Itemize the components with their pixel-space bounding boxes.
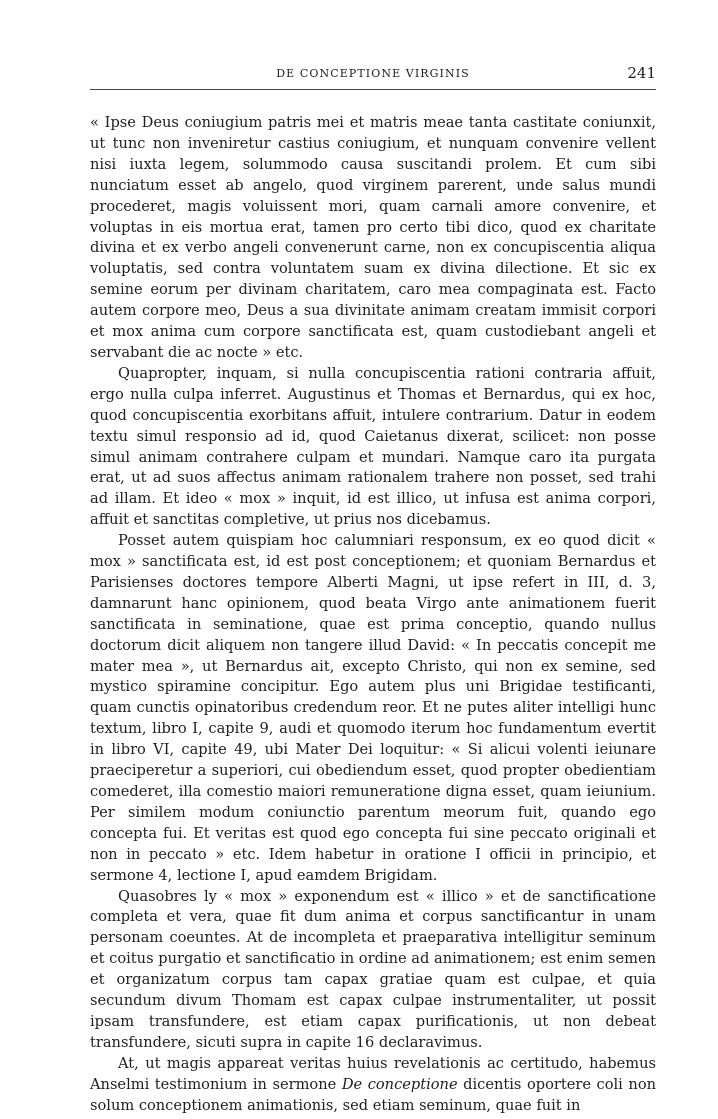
paragraph-4: Quasobres ly « mox » exponendum est « illico » et de sanctificatione completa et vera, quae fit dum anima et corpus sanctificantur in unam personam coeuntes. At de incompleta et praeparativa intelligitur seminum et coitus purgatio et sanctificatio in ordine ad animationem; est enim semen et organizatum corpus tam capax gratiae quam est culpae, et quia secundum divum Thomam est capax culpae instrumentaliter, ut possit ipsam transfundere, est etiam capax purificationis, ut non debeat transfundere, sicuti supra in capite 16 declaravimus. <box>90 887 656 1051</box>
header-rule <box>90 89 656 90</box>
paragraph-3: Posset autem quispiam hoc calumniari responsum, ex eo quod dicit « mox » sanctificata est, id est post conceptionem; et quoniam Bernardus et Parisienses doctores tempore Alberti Magni, ut ipse refert in III, d. 3, damnarunt hanc opinionem, quod beata Virgo ante animationem fuerit sanctificata in seminatione, quae est prima conceptio, quando nullus doctorum dicit aliquem non tangere illud David: « In peccatis concepit me mater mea », ut Bernardus ait, excepto Christo, qui non ex semine, sed mystico spiramine concipitur. Ego autem plus uni Brigidae testificanti, quam cunctis opinatoribus credendum reor. Et ne putes aliter intelligi hunc textum, libro I, capite 9, audi et quomodo iterum hoc fundamentum evertit in libro VI, capite 49, ubi Mater Dei loquitur: « Si alicui volenti ieiunare praeciperetur a superiori, cui obediendum esset, quod propter obedientiam comederet, illa comestio maiori remuneratione digna esset, quam ieiunium. Per similem modum coniunctio parentum meorum fuit, quando ego concepta fui. Et veritas est quod ego concepta fui sine peccato originali et non in peccato » etc. Idem habetur in oratione I officii in principio, et sermone 4, lectione I, apud eamdem Brigidam. <box>90 532 656 884</box>
work-title-italic: De conceptione <box>341 1075 458 1093</box>
paragraph-5-text-after: dicentis oportere coli non solum conceptionem animationis, sed etiam seminum, quae fuit in <box>90 1075 657 1114</box>
body-text <box>90 113 656 1117</box>
paragraph-1: « Ipse Deus coniugium patris mei et matris meae tanta castitate coniunxit, ut tunc non inveniretur castius coniugium, et nunquam convenire vellent nisi iuxta legem, solummodo causa suscitandi prolem. Et cum sibi nunciatum esset ab angelo, quod virginem parerent, unde salus mundi procederet, magis voluissent mori, quam carnali amore convenire, et voluptas in eis mortua erat, tamen pro certo tibi dico, quod ex charitate divina et ex verbo angeli convenerunt carne, non ex concupiscentia aliqua voluptatis, sed contra voluntatem suam ex divina dilectione. Et sic ex semine eorum per divinam charitatem, caro mea compaginata est. Facto autem corpore meo, Deus a sua divinitate animam creatam immisit corpori et mox anima cum corpore sanctificata est, quam custodiebant angeli et servabant die ac nocte » etc. <box>90 114 656 361</box>
running-title: DE CONCEPTIONE VIRGINIS <box>276 67 470 80</box>
running-head <box>90 64 656 86</box>
paragraph-2: Quapropter, inquam, si nulla concupiscentia rationi contraria affuit, ergo nulla culpa inferret. Augustinus et Thomas et Bernardus, qui ex hoc, quod concupiscentia exorbitans affuit, intulere contrarium. Datur in eodem textu simul responsio ad id, quod Caietanus dixerat, scilicet: non posse simul animam contrahere culpam et mundari. Namque caro ita purgata erat, ut ad suos affectus animam rationalem trahere non posset, sed trahi ad illam. Et ideo « mox » inquit, id est illico, ut infusa est anima corpori, affuit et sanctitas completive, ut prius nos dicebamus. <box>90 364 656 529</box>
paragraph-5 <box>90 1054 656 1117</box>
paragraph-5-text-before: At, ut magis appareat veritas huius revelationis ac certitudo, habemus Anselmi testimonium in sermone <box>90 1054 656 1093</box>
page-number: 241 <box>627 64 656 82</box>
